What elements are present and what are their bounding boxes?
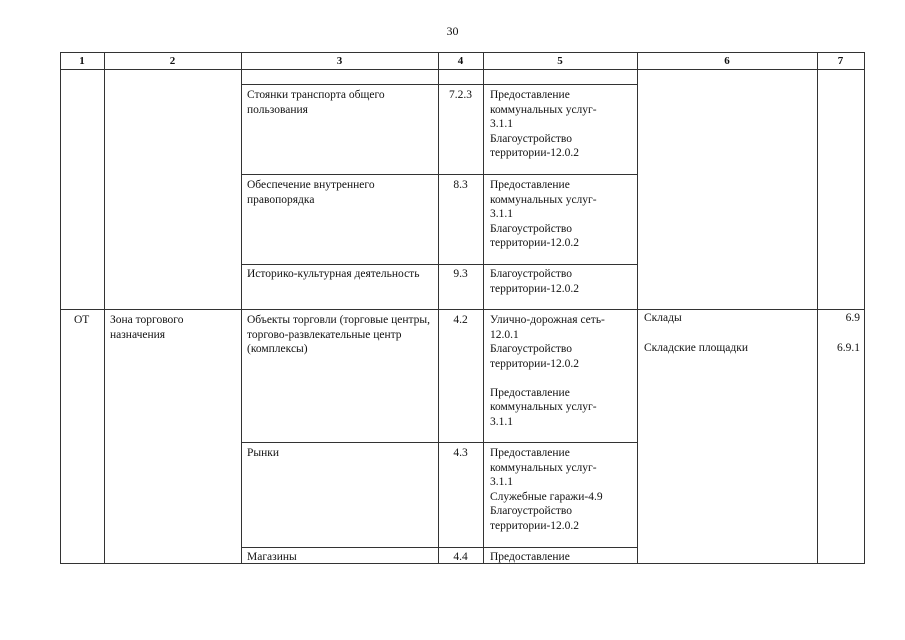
column-border	[104, 52, 105, 564]
zone-separator	[60, 309, 865, 310]
use-code: 4.4	[453, 551, 468, 563]
zone-name: Зона торгового назначения	[110, 314, 184, 341]
column-header: 4	[457, 55, 464, 67]
zone-code: ОТ	[74, 314, 90, 326]
auxiliary-uses: Предоставление	[490, 551, 570, 563]
row-border	[241, 264, 637, 265]
zoning-table	[60, 52, 865, 564]
auxiliary-uses: Благоустройство территории-12.0.2	[490, 268, 580, 295]
auxiliary-uses: Предоставление коммунальных услуг- 3.1.1 Благоустройство территории-12.0.2	[490, 179, 597, 249]
auxiliary-uses: Предоставление коммунальных услуг- 3.1.1 Служебные гаражи-4.9 Благоустройство территории-12.0.2	[490, 447, 603, 532]
header-bottom-border	[60, 69, 865, 70]
conditional-use-code: 6.9.1	[837, 342, 860, 354]
column-header: 1	[79, 55, 85, 67]
conditional-use-name: Склады	[644, 312, 682, 324]
column-border	[864, 52, 865, 564]
use-code: 7.2.3	[449, 89, 472, 101]
column-border	[60, 52, 61, 564]
column-header: 5	[557, 55, 563, 67]
column-border	[438, 52, 439, 564]
conditional-use-name: Складские площадки	[644, 342, 748, 354]
column-header: 6	[724, 55, 730, 67]
permitted-use-name: Стоянки транспорта общего пользования	[247, 89, 385, 116]
use-code: 4.3	[453, 447, 468, 459]
permitted-use-name: Магазины	[247, 551, 297, 563]
row-border	[241, 547, 637, 548]
use-code: 9.3	[453, 268, 468, 280]
row-border	[241, 442, 637, 443]
conditional-use-code: 6.9	[845, 312, 860, 324]
column-border	[241, 52, 242, 564]
column-border	[483, 52, 484, 564]
row-border	[241, 174, 637, 175]
permitted-use-name: Историко-культурная деятельность	[247, 268, 420, 280]
column-border	[817, 52, 818, 564]
column-header: 7	[837, 55, 844, 67]
auxiliary-uses: Улично-дорожная сеть- 12.0.1 Благоустройство территории-12.0.2 Предоставление коммунальных услуг- 3.1.1	[490, 314, 605, 428]
permitted-use-name: Объекты торговли (торговые центры, торгово-развлекательные центр (комплексы)	[247, 314, 431, 355]
column-header: 3	[336, 55, 343, 67]
row-border	[241, 84, 637, 85]
use-code: 4.2	[453, 314, 468, 326]
column-border	[637, 52, 638, 564]
permitted-use-name: Обеспечение внутреннего правопорядка	[247, 179, 375, 206]
use-code: 8.3	[453, 179, 468, 191]
column-header: 2	[169, 55, 176, 67]
permitted-use-name: Рынки	[247, 447, 280, 459]
page-number: 30	[446, 24, 459, 38]
auxiliary-uses: Предоставление коммунальных услуг- 3.1.1 Благоустройство территории-12.0.2	[490, 89, 597, 159]
